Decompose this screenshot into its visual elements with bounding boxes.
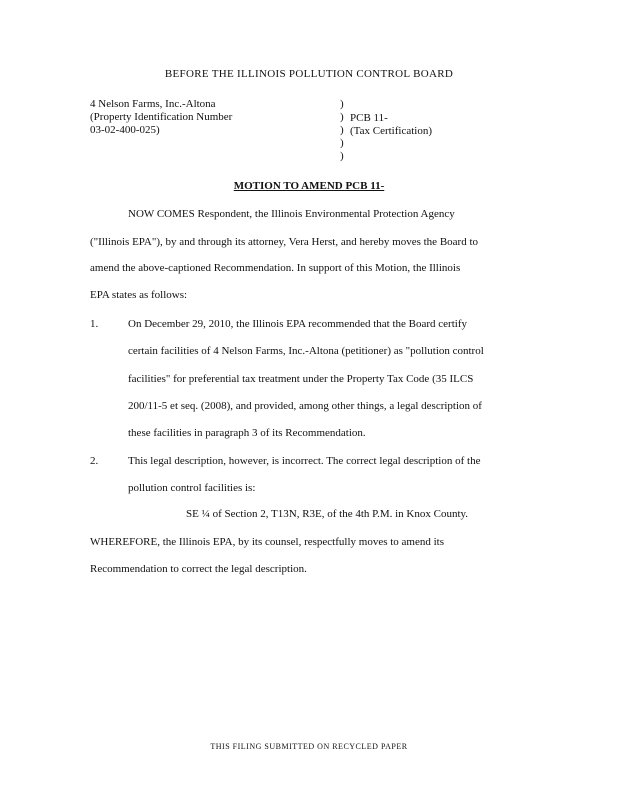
docket-type: (Tax Certification): [350, 125, 433, 137]
board-heading: BEFORE THE ILLINOIS POLLUTION CONTROL BOARD: [164, 68, 454, 80]
paren: ): [340, 150, 344, 162]
property-id-number: 03-02-400-025): [90, 124, 160, 136]
property-id-label: (Property Identification Number: [90, 111, 233, 123]
paren: ): [340, 124, 344, 136]
motion-title: MOTION TO AMEND PCB 11-: [233, 180, 385, 192]
item-line: This legal description, however, is incorrect. The correct legal description of the: [128, 455, 481, 467]
item-line: On December 29, 2010, the Illinois EPA recommended that the Board certify: [128, 318, 467, 330]
intro-line: amend the above-captioned Recommendation. In support of this Motion, the Illinois: [90, 262, 461, 274]
item-line: certain facilities of 4 Nelson Farms, Inc.-Altona (petitioner) as "pollution control: [128, 345, 484, 357]
closing-line: Recommendation to correct the legal description.: [90, 563, 307, 575]
paren: ): [340, 137, 344, 149]
caption-party: [90, 98, 232, 137]
paren: ): [340, 98, 344, 110]
legal-description: SE ¼ of Section 2, T13N, R3E, of the 4th P.M. in Knox County.: [186, 508, 469, 520]
caption-parens: [340, 98, 344, 163]
intro-line: NOW COMES Respondent, the Illinois Environmental Protection Agency: [128, 208, 455, 220]
recycled-paper-footer: THIS FILING SUBMITTED ON RECYCLED PAPER: [210, 742, 408, 751]
item-number: 2.: [90, 455, 99, 467]
intro-line: EPA states as follows:: [90, 289, 188, 301]
intro-line: ("Illinois EPA"), by and through its attorney, Vera Herst, and hereby moves the Board to: [90, 236, 479, 248]
docket-number: PCB 11-: [350, 112, 388, 124]
closing-line: WHEREFORE, the Illinois EPA, by its counsel, respectfully moves to amend its: [90, 536, 445, 548]
item-line: these facilities in paragraph 3 of its Recommendation.: [128, 427, 366, 439]
paren: ): [340, 111, 344, 123]
item-line: pollution control facilities is:: [128, 482, 256, 494]
item-line: 200/11-5 et seq. (2008), and provided, among other things, a legal description of: [128, 400, 482, 412]
party-name: 4 Nelson Farms, Inc.-Altona: [90, 98, 216, 110]
item-number: 1.: [90, 318, 99, 330]
item-line: facilities" for preferential tax treatment under the Property Tax Code (35 ILCS: [128, 373, 474, 385]
caption-docket: [350, 112, 432, 138]
